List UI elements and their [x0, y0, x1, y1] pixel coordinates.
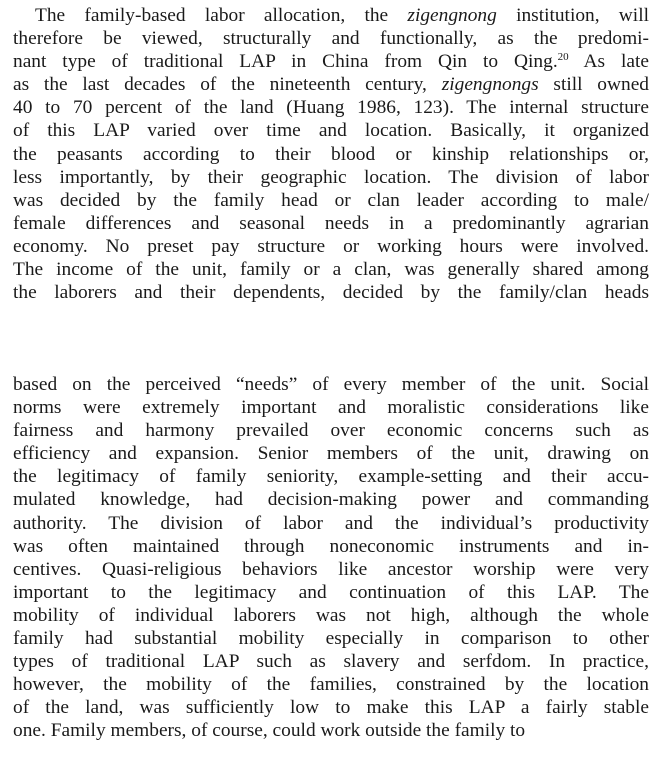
text-line: the legitimacy of family seniority, example-setting and their accu- — [13, 466, 649, 488]
text-line: the peasants according to their blood or kinship relationships or, — [13, 143, 649, 165]
text-line: mulated knowledge, had decision-making power and commanding — [13, 489, 649, 511]
text-line: family had substantial mobility especially in comparison to other — [13, 628, 649, 650]
text-line: 40 to 70 percent of the land (Huang 1986, 123). The internal structure — [13, 97, 649, 119]
text-line: therefore be viewed, structurally and functionally, as the predomi- — [13, 28, 649, 50]
text-line: was decided by the family head or clan leader according to male/ — [13, 189, 649, 211]
text-line: efficiency and expansion. Senior members of the unit, drawing on — [13, 443, 649, 465]
text-line: of this LAP varied over time and location. Basically, it organized — [13, 120, 649, 142]
text-line: of the land, was sufficiently low to make this LAP a fairly stable — [13, 697, 649, 719]
text-line: The family-based labor allocation, the zigengnong institution, will — [35, 5, 649, 26]
text-line: one. Family members, of course, could work outside the family to — [13, 720, 526, 742]
text-line: economy. No preset pay structure or working hours were involved. — [13, 235, 649, 257]
text-line: centives. Quasi-religious behaviors like ancestor worship were very — [13, 558, 649, 580]
text-line: the laborers and their dependents, decided by the family/clan heads — [13, 282, 649, 304]
text-line: nant type of traditional LAP in China from Qin to Qing.$^{20}$ As late — [13, 51, 649, 73]
text-block-upper — [13, 4, 649, 304]
text-line: based on the perceived “needs” of every member of the unit. Social — [13, 374, 649, 395]
text-line: types of traditional LAP such as slavery and serfdom. In practice, — [13, 651, 649, 673]
footnote-marker: 20 — [557, 51, 569, 64]
text-line: authority. The division of labor and the individual’s productivity — [13, 512, 649, 534]
italic-term: zigengnongs — [441, 74, 539, 96]
text-line: female differences and seasonal needs in a predominantly agrarian — [13, 212, 649, 234]
text-line: norms were extremely important and moralistic considerations like — [13, 397, 649, 419]
text-line: as the last decades of the nineteenth century, zigengnongs still owned — [13, 74, 649, 96]
text-line: mobility of individual laborers was not high, although the whole — [13, 604, 649, 626]
text-line: less importantly, by their geographic location. The division of labor — [13, 166, 649, 188]
text-line: The income of the unit, family or a clan, was generally shared among — [13, 259, 649, 281]
text-line: was often maintained through noneconomic instruments and in- — [13, 535, 649, 557]
text-line: fairness and harmony prevailed over economic concerns such as — [13, 420, 649, 442]
italic-term: zigengnong — [407, 5, 497, 26]
text-line: important to the legitimacy and continuation of this LAP. The — [13, 581, 649, 603]
text-line: however, the mobility of the families, constrained by the location — [13, 674, 649, 696]
text-block-lower — [13, 373, 649, 743]
